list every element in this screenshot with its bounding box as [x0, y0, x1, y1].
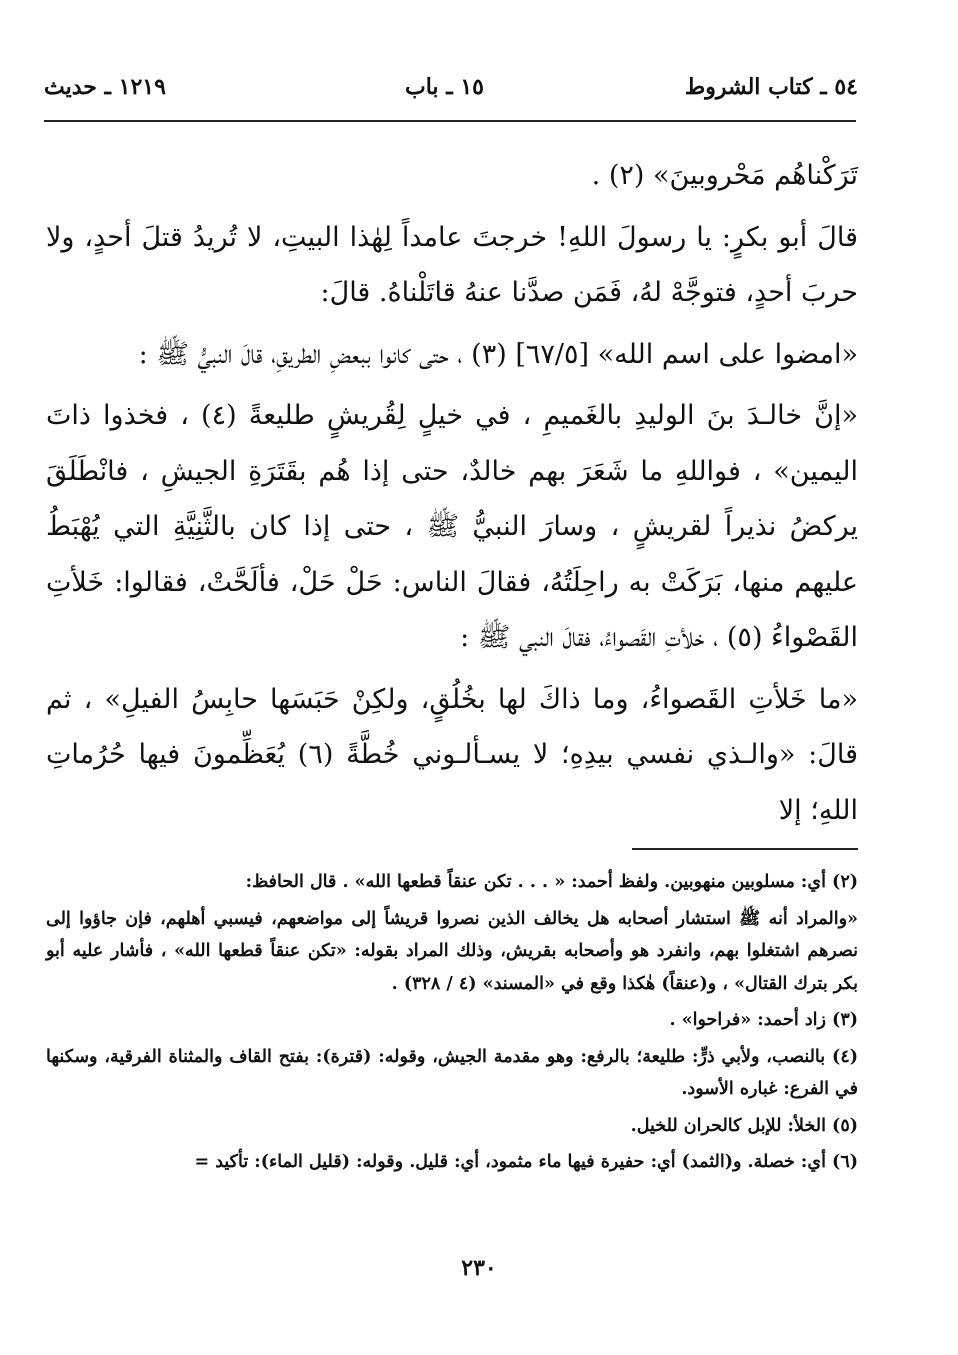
- paragraph: تَرَكْناهُم مَحْروبينَ» (٢) .: [591, 160, 858, 191]
- footnote: «والمراد أنه ﷺ استشار أصحابه هل يخالف الذين نصروا قريشاً إلى مواضعهم، فيسبي أهلهم، فإن جاؤوا إلى نصرهم اشتغلوا بهم، وانفرد هو وأصحابه بقريش، وذلك المراد بقوله: «تكن عنقاً قطعها الله» ، فأشار عليه أبو بكر بترك القتال» ، و(عنقاً) هٰكذا وقع في «المسند» (٤ / ٣٢٨) .: [46, 908, 858, 994]
- paragraph: «امضوا على اسم الله» [٦٧/٥] (٣) ، حتى كانوا ببعضِ الطريقِ، قالَ النبيُّ ﷺ :: [138, 338, 858, 370]
- main-text: [46, 148, 858, 844]
- paragraph: «إنَّ خالـدَ بنَ الوليدِ بالغَميمِ ، في خيلٍ لِقُريشٍ طليعةً (٤) ، فخذوا ذاتَ اليمين» ، فواللهِ ما شَعَرَ بهم خالدٌ، حتى إذا هُم بقَتَرَةِ الجيشِ ، فانْطَلَقَ يركضُ نذيراً لقريشٍ ، وسارَ النبيُّ ﷺ ، حتى إذا كان بالثَّنِيَّةِ التي يُهْبَطُ عليهم منها، بَرَكَتْ به راحِلَتُهُ، فقالَ الناس: حَلْ حَلْ، فألَحَّتْ، فقالوا: خَلأتِ القَصْواءُ (٥) ، خلأتِ القَصواءُ، فقالَ النبي ﷺ :: [46, 400, 858, 653]
- running-header-hadith: ١٢١٩ ـ حديث: [44, 74, 166, 100]
- running-header-chapter: ٥٤ ـ كتاب الشروط: [684, 74, 858, 100]
- footnotes: [46, 866, 858, 1183]
- header-rule: [44, 120, 856, 122]
- running-header-section: ١٥ ـ باب: [405, 74, 484, 100]
- page-number: ٢٣٠: [461, 1255, 497, 1281]
- footnote: (٦) أي: خصلة. و(الثمد) أي: حفيرة فيها ماء مثمود، أي: قليل. وقوله: (قليل الماء): تأكيد =: [194, 1152, 858, 1172]
- footnote: (٥) الخلأ: للإبل كالحران للخيل.: [630, 1115, 858, 1136]
- paragraph: قالَ أبو بكرٍ: يا رسولَ اللهِ! خرجتَ عامداً لِهٰذا البيتِ، لا تُريدُ قتلَ أحدٍ، ولا حربَ أحدٍ، فتوجَّهْ لهُ، فَمَن صدَّنا عنهُ قاتَلْناهُ. قالَ:: [46, 221, 858, 308]
- footnote-rule: [632, 848, 858, 850]
- footnote: (٢) أي: مسلوبين منهوبين. ولفظ أحمد: « . . . تكن عنقاً قطعها الله» . قال الحافظ:: [245, 872, 858, 892]
- footnote: (٣) زاد أحمد: «فراحوا» .: [669, 1010, 858, 1030]
- footnote: (٤) بالنصب، ولأبي ذرٍّ: طليعة؛ بالرفع: وهو مقدمة الجيش، وقوله: (قترة): بفتح القاف والمثناة الفرقية، وسكنها في الفرع: غباره الأسود.: [46, 1046, 858, 1099]
- paragraph: «ما خَلأتِ القَصواءُ، وما ذاكَ لها بخُلُقٍ، ولكِنْ حَبَسَها حابِسُ الفيلِ» ، ثم قالَ: «والـذي نفسي بيدِهِ؛ لا يسـألـوني خُطَّةً (٦) يُعَظِّمونَ فيها حُرُماتِ اللهِ؛ إلا: [46, 683, 859, 826]
